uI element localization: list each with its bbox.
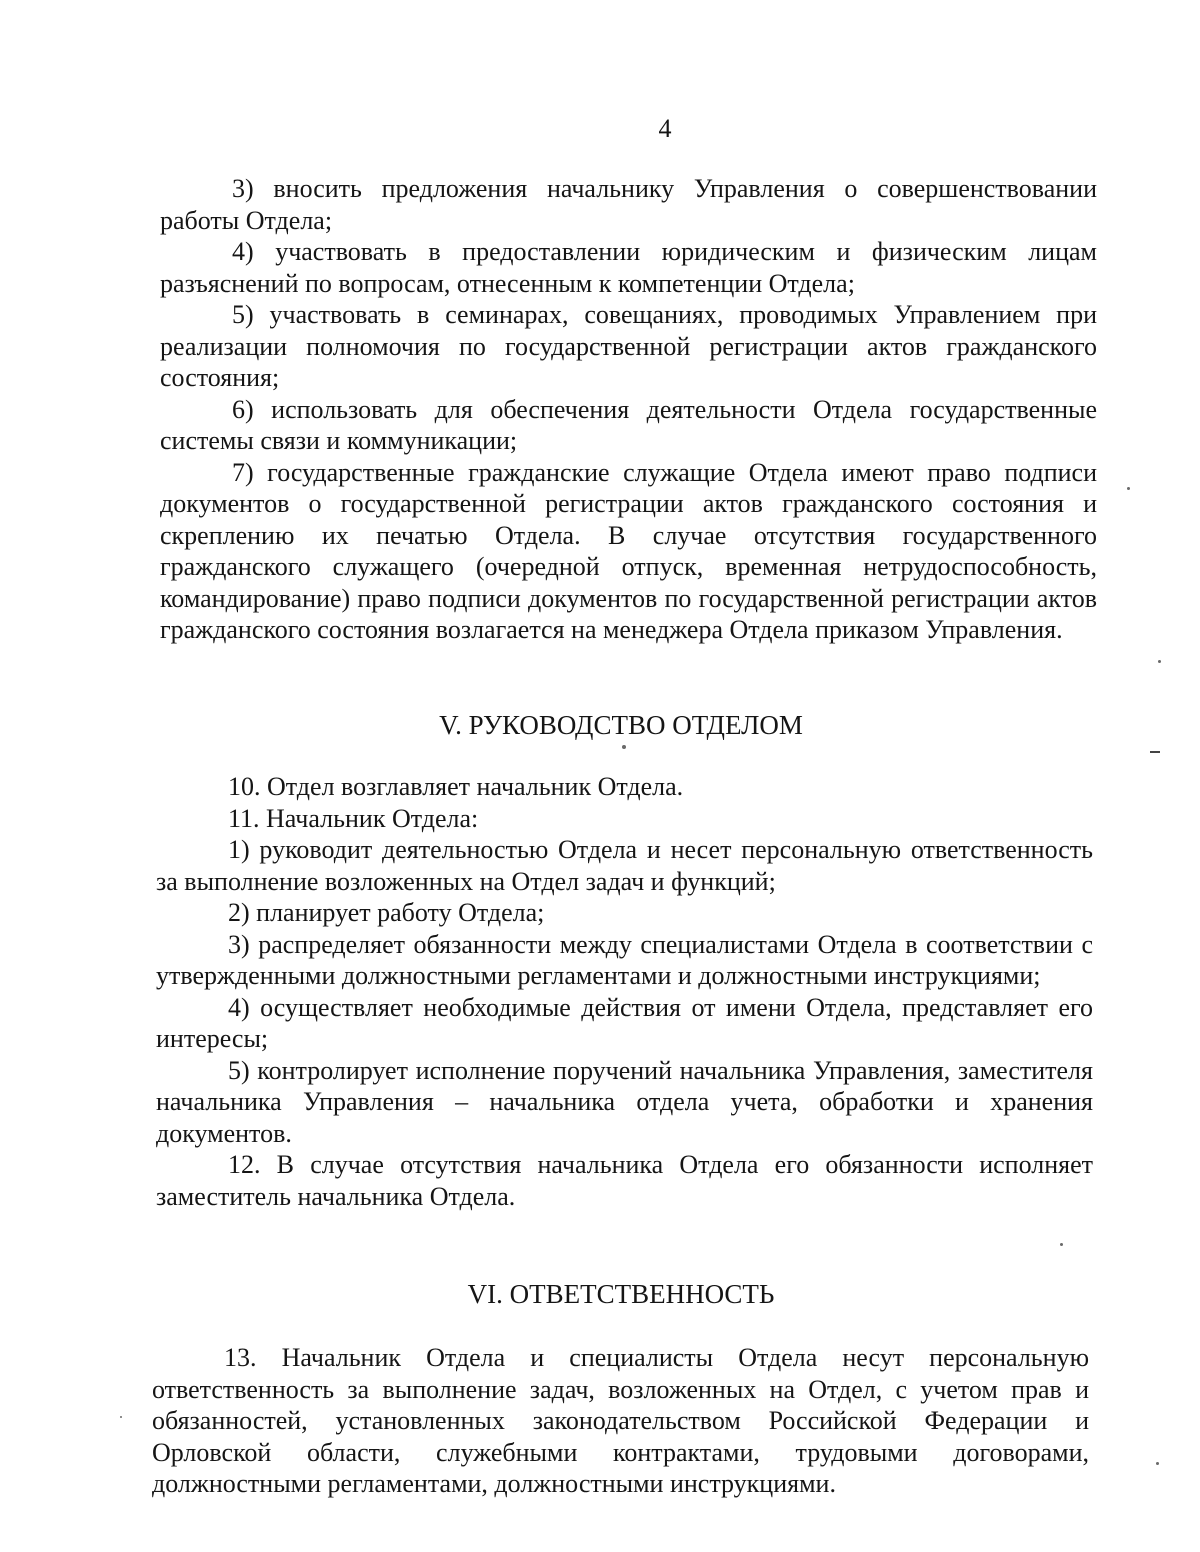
paragraph: 6) использовать для обеспечения деятельности Отдела государственные системы связи и коммуникации; bbox=[160, 394, 1097, 455]
paragraph: 12. В случае отсутствия начальника Отдела его обязанности исполняет заместитель начальника Отдела. bbox=[156, 1150, 1093, 1211]
paragraph: 5) контролирует исполнение поручений начальника Управления, заместителя начальника Управления – начальника отдела учета, обработки и хранения документов. bbox=[156, 1055, 1093, 1148]
paragraph: 11. Начальник Отдела: bbox=[228, 803, 479, 833]
scan-mark bbox=[1150, 751, 1160, 753]
section-heading: VI. ОТВЕТСТВЕННОСТЬ bbox=[467, 1279, 775, 1309]
scan-speck bbox=[1127, 487, 1130, 490]
section-6-body bbox=[152, 1342, 1089, 1500]
section-5-body bbox=[156, 771, 1093, 1212]
paragraph: 5) участвовать в семинарах, совещаниях, проводимых Управлением при реализации полномочия по государственной регистрации актов гражданского состояния; bbox=[160, 300, 1097, 392]
page-number: 4 bbox=[658, 114, 672, 143]
paragraph: 4) участвовать в предоставлении юридическим и физическим лицам разъяснений по вопросам, отнесенным к компетенции Отдела; bbox=[160, 237, 1097, 298]
paragraph: 2) планирует работу Отдела; bbox=[228, 898, 545, 927]
scan-speck bbox=[120, 1416, 122, 1418]
paragraph: 13. Начальник Отдела и специалисты Отдела несут персональную ответственность за выполнение задач, возложенных на Отдел, с учетом прав и обязанностей, установленных законодательством Российской Федерации и Орловской области, служебными контрактами, трудовыми договорами, должностными регламентами, должностными инструкциями. bbox=[152, 1343, 1089, 1498]
paragraph: 1) руководит деятельностью Отдела и несет персональную ответственность за выполнение возложенных на Отдел задач и функций; bbox=[156, 835, 1093, 896]
paragraph: 3) распределяет обязанности между специалистами Отдела в соответствии с утвержденными должностными регламентами и должностными инструкциями; bbox=[156, 929, 1093, 990]
section-heading: V. РУКОВОДСТВО ОТДЕЛОМ bbox=[439, 710, 803, 740]
scan-speck bbox=[1060, 1243, 1063, 1246]
rights-list bbox=[160, 173, 1097, 646]
scan-speck bbox=[1156, 1462, 1159, 1465]
paragraph: 3) вносить предложения начальнику Управления о совершенствовании работы Отдела; bbox=[160, 174, 1097, 235]
paragraph: 4) осуществляет необходимые действия от имени Отдела, представляет его интересы; bbox=[156, 992, 1093, 1053]
scan-speck bbox=[622, 745, 626, 749]
paragraph: 7) государственные гражданские служащие Отдела имеют право подписи документов о государственной регистрации актов гражданского состояния и скреплению их печатью Отдела. В случае отсутствия государственного гражданского служащего (очередной отпуск, временная нетрудоспособность, командирование) право подписи документов по государственной регистрации актов гражданского состояния возлагается на менеджера Отдела приказом Управления. bbox=[160, 457, 1097, 644]
scan-speck bbox=[1158, 660, 1161, 663]
paragraph: 10. Отдел возглавляет начальник Отдела. bbox=[228, 772, 684, 801]
